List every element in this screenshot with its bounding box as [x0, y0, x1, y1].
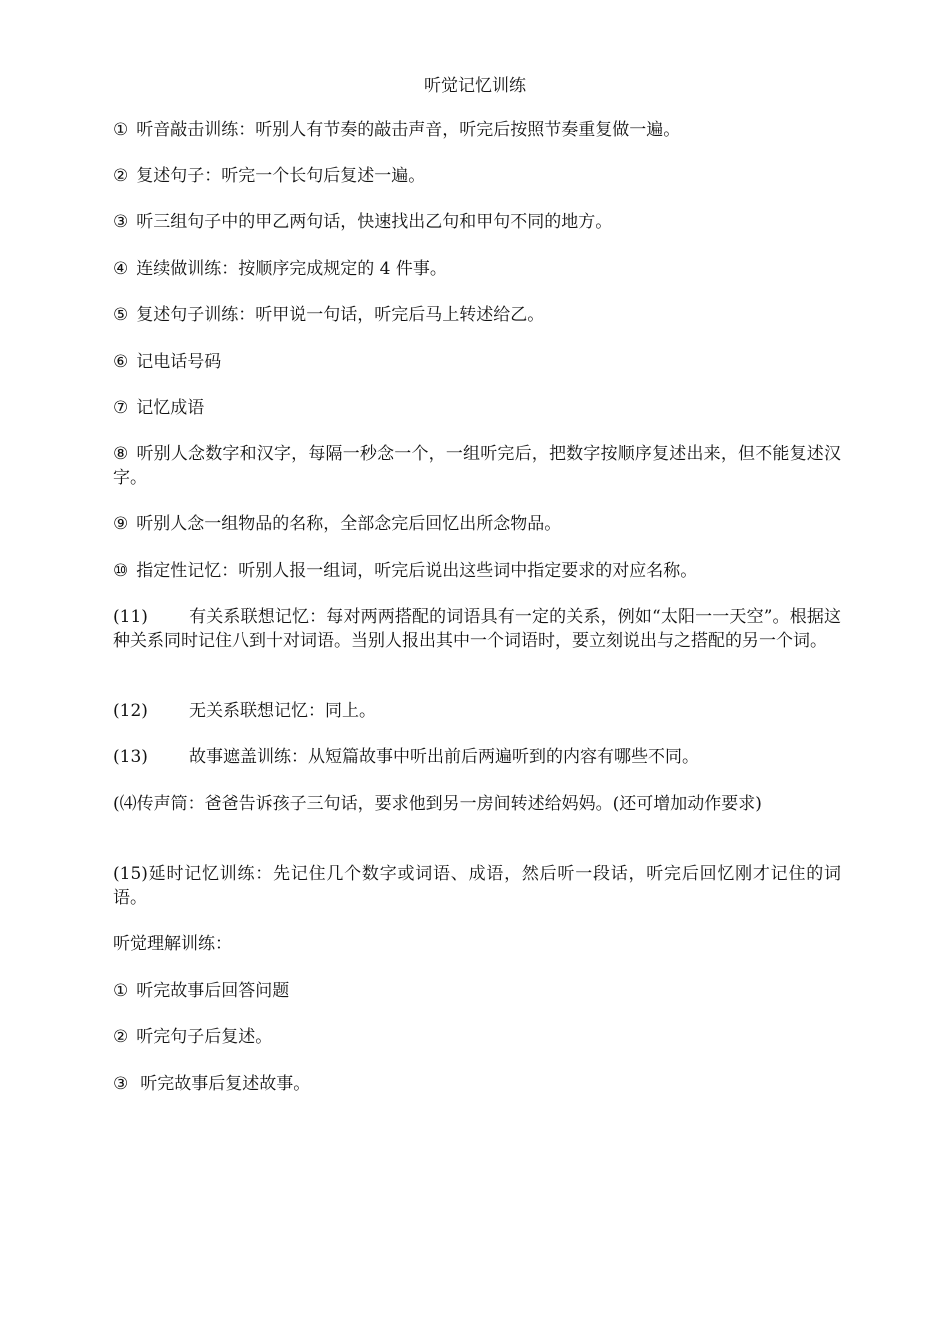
item-number: ③ — [113, 212, 129, 232]
comprehension-item-2 — [113, 1025, 841, 1049]
memory-item-3 — [113, 210, 841, 234]
item-number: ⑩ — [113, 561, 129, 581]
item-text: 传声筒：爸爸告诉孩子三句话，要求他到另一房间转述给妈妈。(还可增加动作要求) — [136, 794, 762, 814]
item-text: 无关系联想记忆：同上。 — [189, 701, 376, 721]
item-number: (13) — [113, 747, 148, 767]
memory-item-10 — [113, 559, 841, 583]
item-number: (12) — [113, 701, 148, 721]
item-number: (11) — [113, 607, 148, 627]
item-text: 连续做训练：按顺序完成规定的 4 件事。 — [136, 259, 447, 279]
item-number: ⑥ — [113, 352, 129, 372]
item-number: ① — [113, 120, 129, 140]
memory-item-15 — [113, 862, 841, 910]
item-number: ④ — [113, 259, 129, 279]
item-number: ② — [113, 1027, 129, 1047]
item-text: 指定性记忆：听别人报一组词，听完后说出这些词中指定要求的对应名称。 — [136, 561, 698, 581]
comprehension-item-3 — [113, 1072, 841, 1096]
item-number: ⑤ — [113, 305, 129, 325]
item-number: ① — [113, 981, 129, 1001]
item-text: 复述句子：听完一个长句后复述一遍。 — [136, 166, 426, 186]
item-text: 听完句子后复述。 — [136, 1027, 273, 1047]
item-text: 听完故事后复述故事。 — [140, 1074, 311, 1094]
comprehension-heading: 听觉理解训练： — [113, 934, 232, 954]
item-text: 听别人念数字和汉字，每隔一秒念一个，一组听完后，把数字按顺序复述出来，但不能复述汉字。 — [113, 444, 841, 488]
item-number: ⑦ — [113, 398, 129, 418]
document-title: 听觉记忆训练 — [424, 76, 526, 96]
item-number: (15) — [113, 864, 148, 884]
item-text: 记忆成语 — [136, 398, 205, 418]
item-text: 复述句子训练：听甲说一句话，听完后马上转述给乙。 — [136, 305, 545, 325]
memory-item-7 — [113, 396, 841, 420]
item-number: ③ — [113, 1074, 129, 1094]
memory-item-12 — [113, 699, 841, 723]
item-text: 有关系联想记忆：每对两两搭配的词语具有一定的关系，例如“太阳一一天空”。根据这种关系同时记住八到十对词语。当别人报出其中一个词语时，要立刻说出与之搭配的另一个词。 — [113, 607, 841, 651]
memory-item-6 — [113, 350, 841, 374]
memory-item-1 — [113, 118, 841, 142]
memory-item-8 — [113, 442, 841, 490]
comprehension-item-1 — [113, 979, 841, 1003]
memory-item-9 — [113, 512, 841, 536]
item-number: (⑷ — [113, 794, 137, 814]
memory-item-5 — [113, 303, 841, 327]
memory-item-2 — [113, 164, 841, 188]
item-text: 听三组句子中的甲乙两句话，快速找出乙句和甲句不同的地方。 — [136, 212, 613, 232]
memory-item-13 — [113, 745, 841, 769]
memory-item-11 — [113, 605, 841, 653]
item-text: 记电话号码 — [136, 352, 222, 372]
item-text: 听别人念一组物品的名称，全部念完后回忆出所念物品。 — [136, 514, 562, 534]
item-text: 故事遮盖训练：从短篇故事中听出前后两遍听到的内容有哪些不同。 — [189, 747, 699, 767]
memory-item-4 — [113, 257, 841, 281]
item-number: ⑨ — [113, 514, 129, 534]
item-text: 听完故事后回答问题 — [136, 981, 290, 1001]
item-number: ⑧ — [113, 444, 129, 464]
memory-item-14 — [113, 792, 841, 816]
item-text: 延时记忆训练：先记住几个数字或词语、成语，然后听一段话，听完后回忆刚才记住的词语。 — [113, 864, 841, 908]
item-number: ② — [113, 166, 129, 186]
item-text: 听音敲击训练：听别人有节奏的敲击声音，听完后按照节奏重复做一遍。 — [136, 120, 681, 140]
